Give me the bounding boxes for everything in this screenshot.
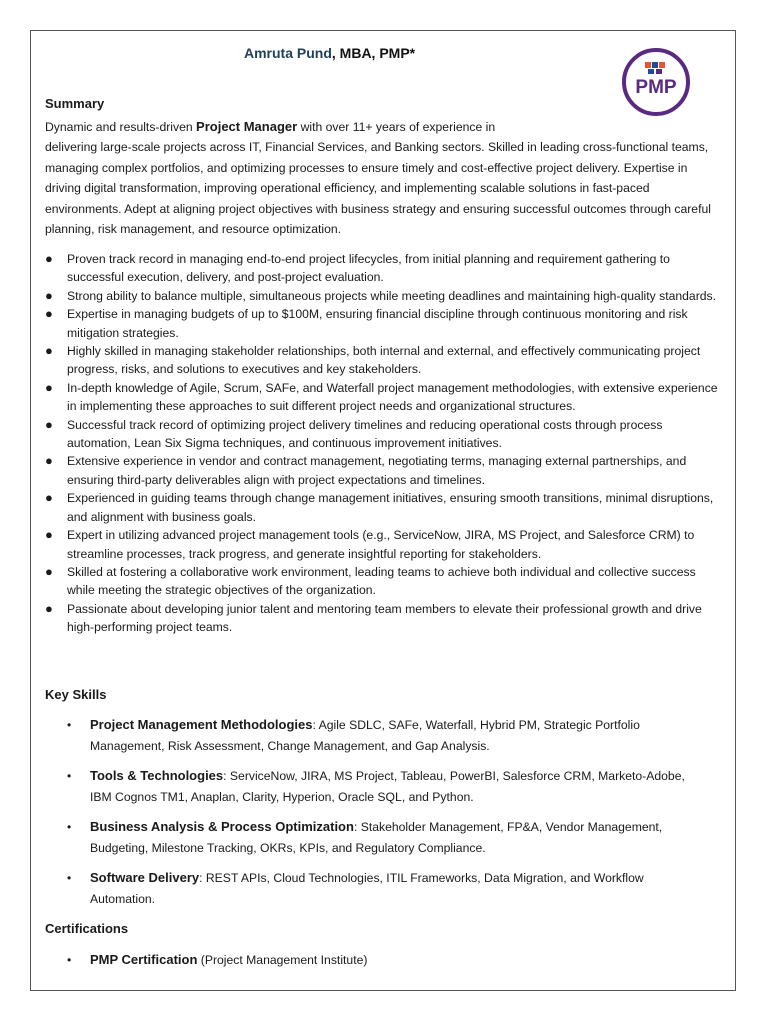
- highlight-text: Successful track record of optimizing project delivery timelines and reducing operational costs through process automation, Lean Six Sigma techniques, and continuous improvement initiatives.: [67, 417, 663, 451]
- highlight-item: [45, 287, 721, 305]
- certifications-heading: Certifications: [45, 921, 129, 936]
- resume-page: [30, 30, 736, 991]
- bullet-icon: ●: [45, 453, 53, 469]
- candidate-name: Amruta Pund: [244, 45, 332, 61]
- bullet-icon: ●: [45, 416, 53, 432]
- highlight-text: Expertise in managing budgets of up to $100M, ensuring financial discipline through continuous monitoring and risk mitigation strategies.: [67, 307, 688, 340]
- highlight-text: Skilled at fostering a collaborative work environment, leading teams to achieve both individual and collective success while meeting the strategic objectives of the organization.: [67, 564, 696, 598]
- key-skill-text: : ServiceNow, JIRA, MS Project, Tableau, PowerBI, Salesforce CRM, Marketo-Adobe, IBM Cognos TM1, Anaplan, Clarity, Hyperion, Oracle SQL, and Python.: [90, 769, 685, 804]
- highlight-text: Strong ability to balance multiple, simultaneous projects while meeting deadlines and maintaining high-quality standards.: [67, 288, 717, 303]
- bullet-icon: ●: [45, 490, 53, 506]
- highlight-item: [45, 305, 721, 342]
- highlights-list: [45, 250, 721, 637]
- bullet-icon: ●: [45, 379, 53, 395]
- summary-role: Project Manager: [196, 119, 298, 134]
- key-skill-text: : Stakeholder Management, FP&A, Vendor Management, Budgeting, Milestone Tracking, OKRs, KPIs, and Regulatory Compliance.: [90, 820, 663, 855]
- highlight-item: [45, 250, 721, 287]
- certification-label: PMP Certification: [90, 952, 198, 967]
- bullet-icon: •: [67, 953, 72, 967]
- summary-intro: Dynamic and results-driven: [45, 120, 197, 134]
- highlight-item: [45, 379, 721, 416]
- bullet-icon: ●: [45, 600, 53, 616]
- summary-line1-rest: with over 11+ years of experience in: [297, 120, 496, 134]
- highlight-item: [45, 416, 721, 453]
- bullet-icon: ●: [45, 287, 53, 303]
- bullet-icon: ●: [45, 563, 53, 579]
- resume-header: [244, 45, 415, 61]
- pmp-logo-text: PMP: [635, 77, 677, 98]
- highlight-text: Passionate about developing junior talent and mentoring team members to elevate their professional growth and drive high-performing project teams.: [67, 601, 702, 635]
- key-skill-label: Project Management Methodologies: [90, 717, 313, 732]
- highlight-text: Extensive experience in vendor and contract management, negotiating terms, managing external partnerships, and ensuring third-party deliverables align with project expectations and timelines.: [67, 454, 687, 487]
- bullet-icon: •: [67, 769, 72, 783]
- highlight-item: [45, 452, 721, 489]
- key-skill-item: [67, 766, 707, 807]
- key-skill-label: Tools & Technologies: [90, 768, 224, 783]
- bullet-icon: •: [67, 820, 72, 834]
- bullet-icon: •: [67, 718, 72, 732]
- key-skills-list: [67, 715, 707, 919]
- certifications-list: [67, 950, 367, 970]
- key-skill-text: : REST APIs, Cloud Technologies, ITIL Frameworks, Data Migration, and Workflow Automation.: [90, 871, 644, 906]
- summary-heading: Summary: [45, 96, 105, 111]
- highlight-item: [45, 526, 721, 563]
- bullet-icon: ●: [45, 251, 53, 266]
- key-skill-label: Software Delivery: [90, 870, 200, 885]
- highlight-text: Highly skilled in managing stakeholder relationships, both internal and external, and effectively communicating project progress, risks, and solutions to executives and key stakeholders.: [67, 344, 701, 377]
- key-skill-item: [67, 715, 707, 756]
- candidate-credentials: , MBA, PMP*: [331, 45, 416, 61]
- highlight-text: Expert in utilizing advanced project management tools (e.g., ServiceNow, JIRA, MS Project, and Salesforce CRM) to streamline processes, track progress, and generate insightful reporting for stakeholders.: [67, 528, 695, 561]
- highlight-item: [45, 342, 721, 379]
- highlight-text: Proven track record in managing end-to-end project lifecycles, from initial planning and requirement gathering to successful execution, delivery, and post-project evaluation.: [67, 252, 670, 285]
- bullet-icon: ●: [45, 527, 53, 543]
- highlight-item: [45, 600, 721, 637]
- highlight-text: In-depth knowledge of Agile, Scrum, SAFe, and Waterfall project management methodologies, with extensive experience in implementing these approaches to suit different project needs and organizational structures.: [67, 380, 718, 414]
- certification-text: (Project Management Institute): [197, 953, 368, 967]
- pmp-logo: [619, 47, 693, 117]
- summary-rest: delivering large-scale projects across IT, Financial Services, and Banking sectors. Skilled in leading cross-functional teams, managing complex portfolios, and optimizing processes to ensure timely and cost-effective project delivery. Expertise in driving digital transformation, improving operational efficiency, and implementing scalable solutions in fast-paced environments. Adept at aligning project objectives with business strategy and ensuring successful outcomes through careful planning, risk management, and resource optimization.: [45, 140, 711, 237]
- bullet-icon: •: [67, 871, 72, 885]
- highlight-item: [45, 563, 721, 600]
- bullet-icon: ●: [45, 306, 53, 322]
- key-skills-heading: Key Skills: [45, 687, 107, 702]
- certification-item: [67, 950, 367, 970]
- key-skill-text: : Agile SDLC, SAFe, Waterfall, Hybrid PM, Strategic Portfolio Management, Risk Assessment, Change Management, and Gap Analysis.: [90, 718, 640, 753]
- summary-paragraph: [45, 117, 725, 239]
- highlight-item: [45, 489, 721, 526]
- key-skill-item: [67, 868, 707, 909]
- bullet-icon: ●: [45, 343, 53, 359]
- key-skill-label: Business Analysis & Process Optimization: [90, 819, 354, 834]
- highlight-text: Experienced in guiding teams through change management initiatives, ensuring smooth transitions, minimal disruptions, and alignment with business goals.: [67, 491, 714, 524]
- key-skill-item: [67, 817, 707, 858]
